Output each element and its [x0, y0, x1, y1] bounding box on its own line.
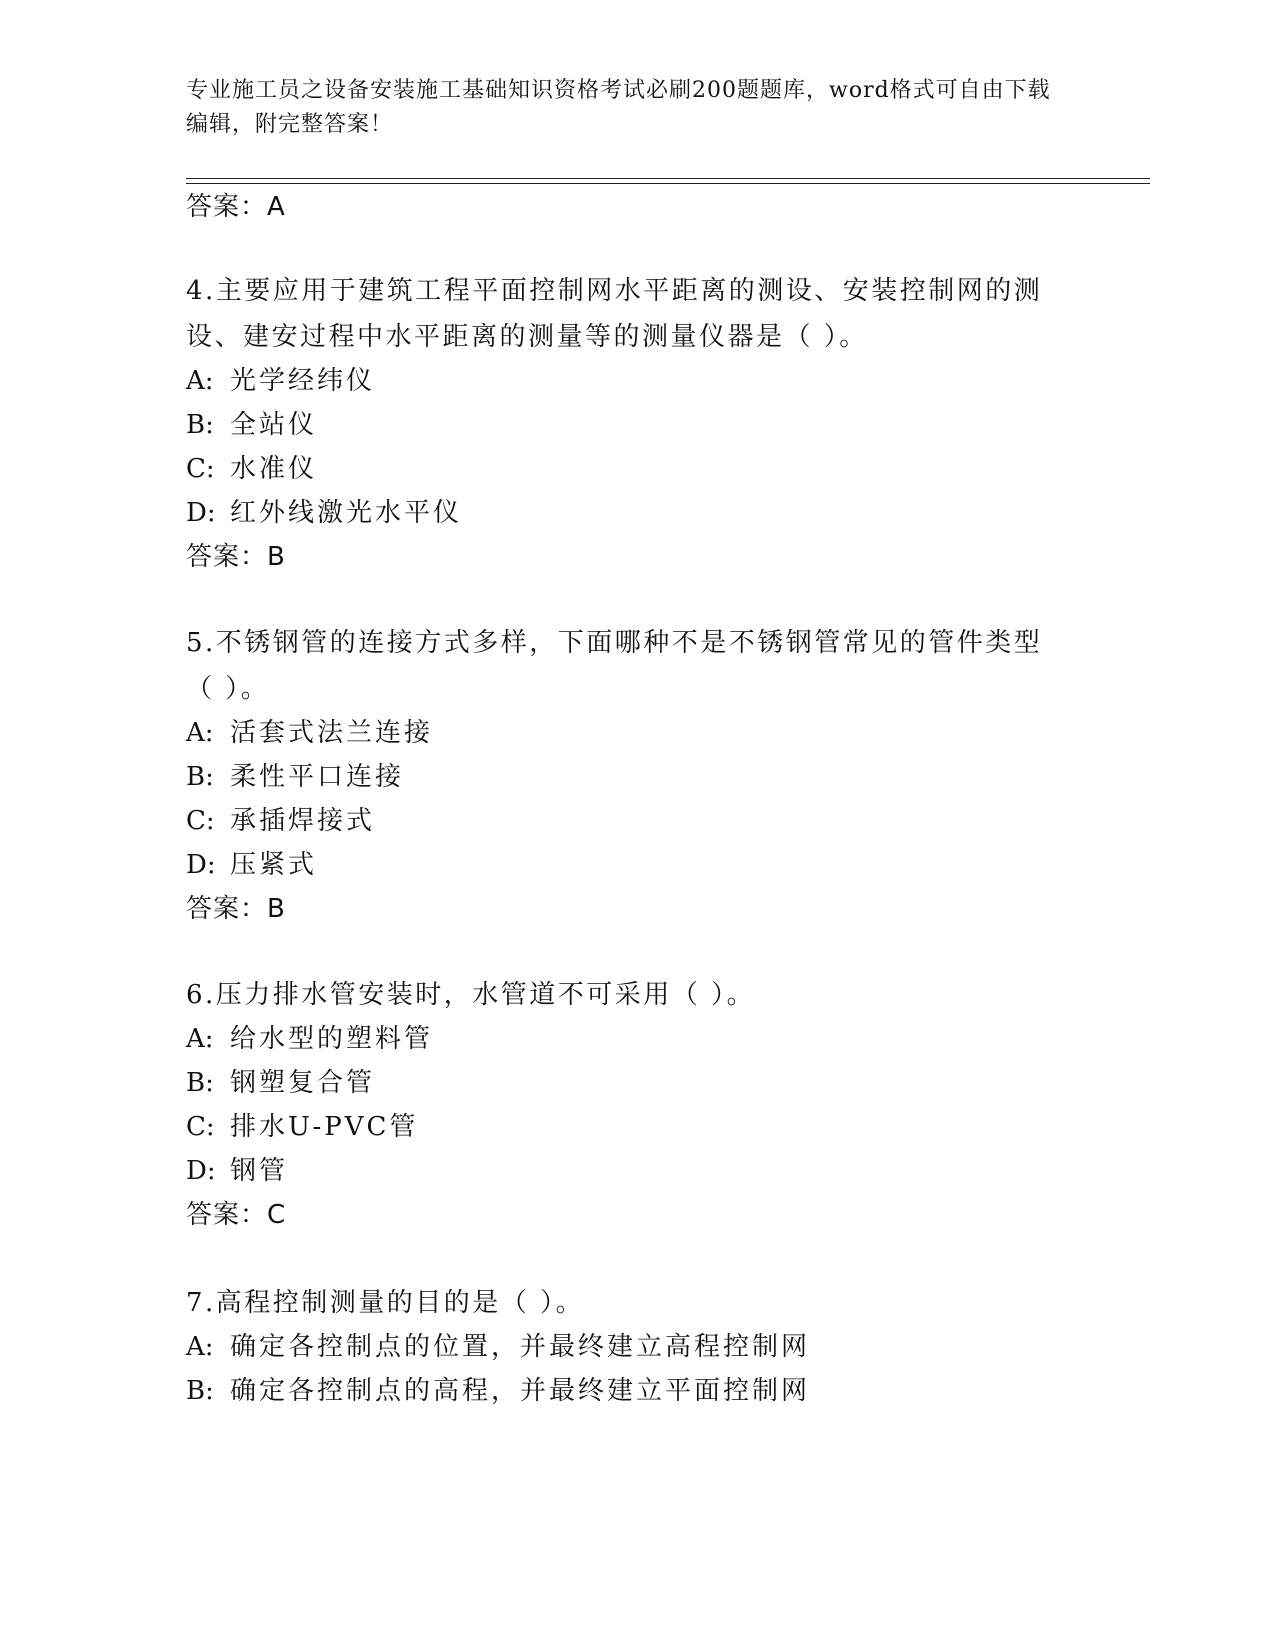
question-stem: 7.高程控制测量的目的是（ ）。	[186, 1288, 585, 1318]
option-c	[186, 1106, 418, 1143]
answer-line: 答案：A	[186, 192, 286, 222]
option-letter: C:	[186, 1112, 215, 1142]
option-letter: B:	[186, 410, 214, 440]
option-letter: D:	[186, 850, 216, 880]
option-letter: A:	[186, 366, 214, 396]
answer-line: 答案：B	[186, 542, 286, 572]
option-text: 全站仪	[230, 410, 318, 440]
question-stem: 6.压力排水管安装时，水管道不可采用（ ）。	[186, 980, 756, 1010]
answer-line: 答案：C	[186, 1200, 287, 1230]
question-stem: 5.不锈钢管的连接方式多样，下面哪种不是不锈钢管常见的管件类型（ ）。	[186, 628, 1043, 704]
option-a	[186, 712, 433, 749]
option-text: 确定各控制点的高程，并最终建立平面控制网	[230, 1376, 811, 1406]
option-letter: C:	[186, 806, 215, 836]
option-a	[186, 1018, 433, 1055]
option-text: 柔性平口连接	[230, 762, 405, 792]
option-text: 光学经纬仪	[230, 366, 376, 396]
option-letter: B:	[186, 1376, 214, 1406]
option-a	[186, 360, 375, 397]
option-letter: C:	[186, 454, 215, 484]
option-letter: D:	[186, 498, 216, 528]
option-c	[186, 800, 375, 837]
option-text: 活套式法兰连接	[230, 718, 434, 748]
option-b	[186, 1062, 375, 1099]
option-text: 红外线激光水平仪	[230, 498, 463, 528]
option-d	[186, 844, 317, 881]
option-d	[186, 492, 462, 529]
option-text: 确定各控制点的位置，并最终建立高程控制网	[230, 1332, 811, 1362]
option-b	[186, 756, 404, 793]
option-text: 给水型的塑料管	[230, 1024, 434, 1054]
option-letter: A:	[186, 1024, 214, 1054]
option-text: 排水U-PVC管	[230, 1112, 419, 1142]
option-letter: A:	[186, 1332, 214, 1362]
option-letter: B:	[186, 762, 214, 792]
option-text: 钢管	[230, 1156, 289, 1186]
option-c	[186, 448, 317, 485]
option-d	[186, 1150, 288, 1187]
answer-line: 答案：B	[186, 894, 286, 924]
option-a	[186, 1326, 810, 1363]
option-b	[186, 1370, 810, 1407]
option-text: 承插焊接式	[230, 806, 376, 836]
header-divider-bottom	[186, 183, 1150, 184]
question-stem: 4.主要应用于建筑工程平面控制网水平距离的测设、安装控制网的测设、建安过程中水平距离的测量等的测量仪器是（ ）。	[186, 276, 1043, 352]
option-b	[186, 404, 317, 441]
option-text: 钢塑复合管	[230, 1068, 376, 1098]
option-letter: B:	[186, 1068, 214, 1098]
option-text: 水准仪	[230, 454, 318, 484]
option-letter: D:	[186, 1156, 216, 1186]
option-text: 压紧式	[230, 850, 318, 880]
option-letter: A:	[186, 718, 214, 748]
page-header-text: 专业施工员之设备安装施工基础知识资格考试必刷200题题库，word格式可自由下载编辑，附完整答案！	[186, 78, 1051, 137]
header-divider-top	[186, 178, 1150, 179]
